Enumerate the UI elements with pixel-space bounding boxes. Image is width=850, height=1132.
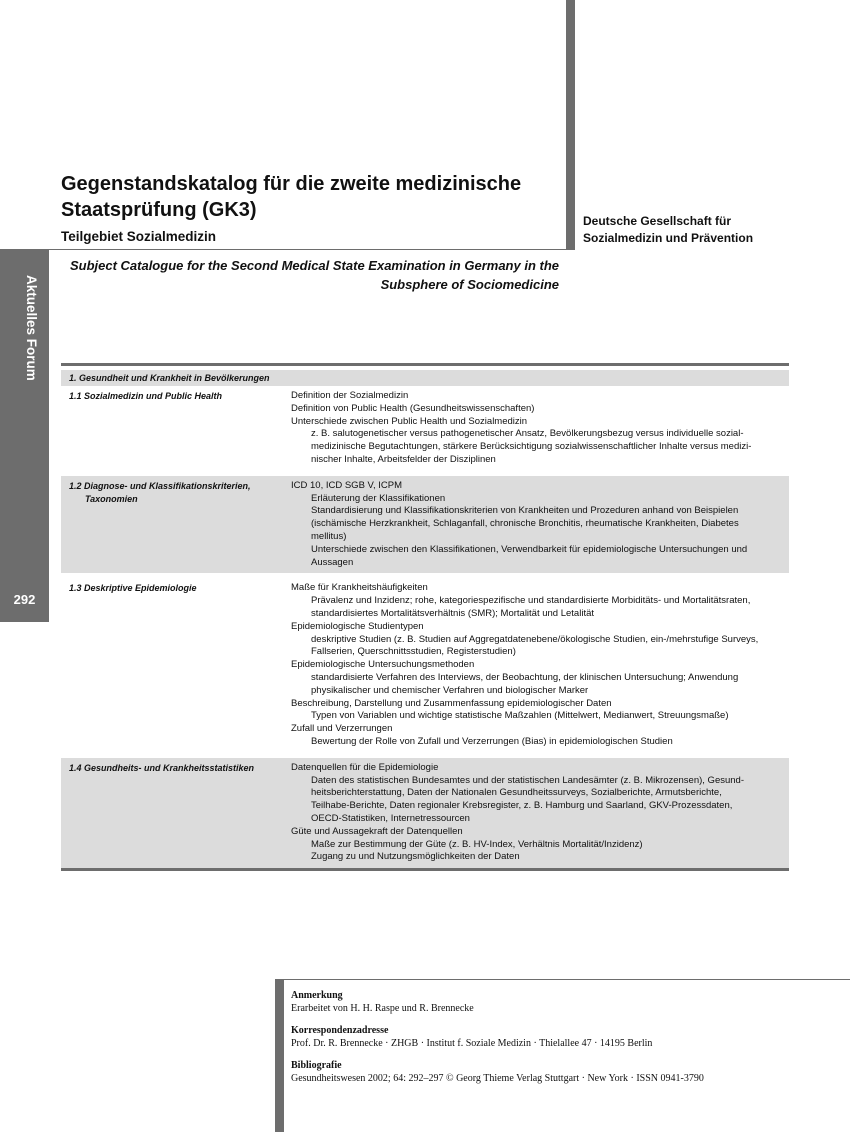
catalog-line: Unterschiede zwischen den Klassifikationen, Verwendbarkeit für epidemiologische Untersuchungen und [311, 543, 748, 555]
catalog-line: physikalischer und chemischer Verfahren und biologischer Marker [311, 684, 589, 696]
catalog-line: deskriptive Studien (z. B. Studien auf Aggregatdatenebene/ökologische Studien, ein-/mehrstufige Surveys, [311, 633, 759, 645]
notes-box [291, 990, 831, 1095]
catalog-line: medizinische Begutachtungen, stärkere Berücksichtigung sozialwissenschaftlicher Inhalte versus medizi- [311, 441, 752, 453]
catalog-line: Erläuterung der Klassifikationen [311, 492, 446, 504]
catalog-row [61, 386, 789, 471]
catalog-line: Standardisierung und Klassifikationskriterien von Krankheiten und Prozeduren anhand von Beispielen [311, 505, 739, 517]
english-title-line-1: Subject Catalogue for the Second Medical State Examination in Germany in the [69, 258, 559, 273]
catalog-line: Unterschiede zwischen Public Health und Sozialmedizin [291, 415, 528, 427]
page-number: 292 [13, 592, 36, 607]
society-line-2: Sozialmedizin und Prävention [583, 231, 754, 245]
catalog-line: Maße für Krankheitshäufigkeiten [291, 582, 428, 594]
catalog-line: standardisiertes Mortalitätsverhältnis (SMR); Mortalität und Letalität [311, 607, 595, 619]
catalog-row-label [69, 390, 291, 467]
top-vertical-bar [566, 0, 575, 250]
title-rule [0, 249, 575, 250]
catalog-row [61, 476, 789, 574]
catalog-line: Zugang zu und Nutzungsmöglichkeiten der Daten [311, 851, 520, 863]
title-line-2: Staatsprüfung (GK3) [61, 199, 257, 221]
catalog-line: Aussagen [311, 556, 354, 568]
society-name [583, 213, 823, 247]
catalog-line: Bewertung der Rolle von Zufall und Verzerrungen (Bias) in epidemiologischen Studien [311, 735, 673, 747]
catalog-line: heitsberichterstattung, Daten der Nationalen Gesundheitssurveys, Sozialberichte, Armutsberichte, [311, 787, 722, 799]
catalog-line: Datenquellen für die Epidemiologie [291, 761, 439, 773]
catalog-line: Beschreibung, Darstellung und Zusammenfassung epidemiologischer Daten [291, 697, 612, 709]
note-anmerkung [291, 990, 831, 1015]
catalog-row-content [291, 390, 789, 467]
page-subtitle: Teilgebiet Sozialmedizin [61, 229, 217, 244]
catalog-line: (ischämische Herzkrankheit, Schlaganfall, chronische Bronchitis, rheumatische Krankheiten, Diabetes [311, 518, 739, 530]
catalog-row-label-line: Taxonomien [85, 493, 138, 504]
catalog-row [61, 578, 789, 752]
catalog-line: Zufall und Verzerrungen [291, 723, 393, 735]
catalog-line: Teilhabe-Berichte, Daten regionaler Krebsregister, z. B. Hamburg und Saarland, GKV-Prozessdaten, [311, 800, 733, 812]
catalog-row [61, 758, 789, 868]
catalog-line: Typen von Variablen und wichtige statistische Maßzahlen (Mittelwert, Medianwert, Streuungsmaße) [311, 710, 729, 722]
catalog-table [61, 363, 789, 871]
note-korrespondenz [291, 1025, 831, 1050]
catalog-row-label-line: 1.2 Diagnose- und Klassifikationskriterien, [69, 480, 251, 491]
catalog-row-label [69, 582, 291, 748]
catalog-line: Maße zur Bestimmung der Güte (z. B. HV-Index, Verhältnis Mortalität/Inzidenz) [311, 838, 643, 850]
catalog-row-label [69, 480, 291, 570]
english-title-line-2: Subsphere of Sociomedicine [380, 277, 559, 292]
note-title: Korrespondenzadresse [291, 1025, 389, 1036]
note-title: Anmerkung [291, 990, 343, 1001]
catalog-line: Daten des statistischen Bundesamtes und der statistischen Landesämter (z. B. Mikrozensen), Gesund- [311, 774, 744, 786]
society-line-1: Deutsche Gesellschaft für [583, 214, 732, 228]
english-title [63, 256, 559, 294]
catalog-row-content [291, 762, 789, 864]
catalog-line: ICD 10, ICD SGB V, ICPM [291, 479, 403, 491]
catalog-row-content [291, 480, 789, 570]
catalog-line: Epidemiologische Untersuchungsmethoden [291, 659, 475, 671]
catalog-line: Güte und Aussagekraft der Datenquellen [291, 825, 463, 837]
bottom-vertical-bar [275, 979, 284, 1132]
catalog-line: Fallserien, Querschnittsstudien, Registerstudien) [311, 646, 516, 658]
note-bibliografie [291, 1060, 831, 1085]
catalog-rows [61, 386, 789, 868]
catalog-heading: 1. Gesundheit und Krankheit in Bevölkerungen [61, 370, 789, 386]
catalog-row-label-line: 1.1 Sozialmedizin und Public Health [69, 391, 223, 401]
catalog-line: mellitus) [311, 530, 347, 542]
note-text: Gesundheitswesen 2002; 64: 292–297 © Georg Thieme Verlag Stuttgart · New York · ISSN 0941-3790 [291, 1072, 704, 1084]
section-label: Aktuelles Forum [24, 275, 39, 381]
title-line-1: Gegenstandskatalog für die zweite medizinische [61, 173, 522, 195]
catalog-row-label [69, 762, 291, 864]
catalog-line: Definition der Sozialmedizin [291, 390, 409, 401]
note-title: Bibliografie [291, 1060, 342, 1071]
catalog-row-label-line: 1.3 Deskriptive Epidemiologie [69, 583, 197, 594]
catalog-line: Epidemiologische Studientypen [291, 620, 424, 632]
catalog-line: OECD-Statistiken, Internetressourcen [311, 812, 470, 824]
catalog-row-content [291, 582, 789, 748]
note-text: Erarbeitet von H. H. Raspe und R. Brennecke [291, 1002, 474, 1014]
catalog-line: Prävalenz und Inzidenz; rohe, kategoriespezifische und standardisierte Morbiditäts- und Mortalitätsraten, [311, 595, 751, 607]
note-text: Prof. Dr. R. Brennecke · ZHGB · Institut f. Soziale Medizin · Thielallee 47 · 14195 Berlin [291, 1037, 653, 1049]
catalog-line: z. B. salutogenetischer versus pathogenetischer Ansatz, Bevölkerungsbezug versus individuelle sozial- [311, 428, 744, 440]
catalog-row-label-line: 1.4 Gesundheits- und Krankheitsstatistiken [69, 762, 255, 773]
catalog-line: nischer Inhalte, Arbeitsfelder der Disziplinen [311, 453, 496, 465]
page-title [61, 171, 561, 223]
catalog-line: Definition von Public Health (Gesundheitswissenschaften) [291, 402, 535, 414]
catalog-line: standardisierte Verfahren des Interviews, der Beobachtung, der klinischen Untersuchung; Anwendung [311, 671, 739, 683]
bottom-rule [275, 979, 850, 980]
